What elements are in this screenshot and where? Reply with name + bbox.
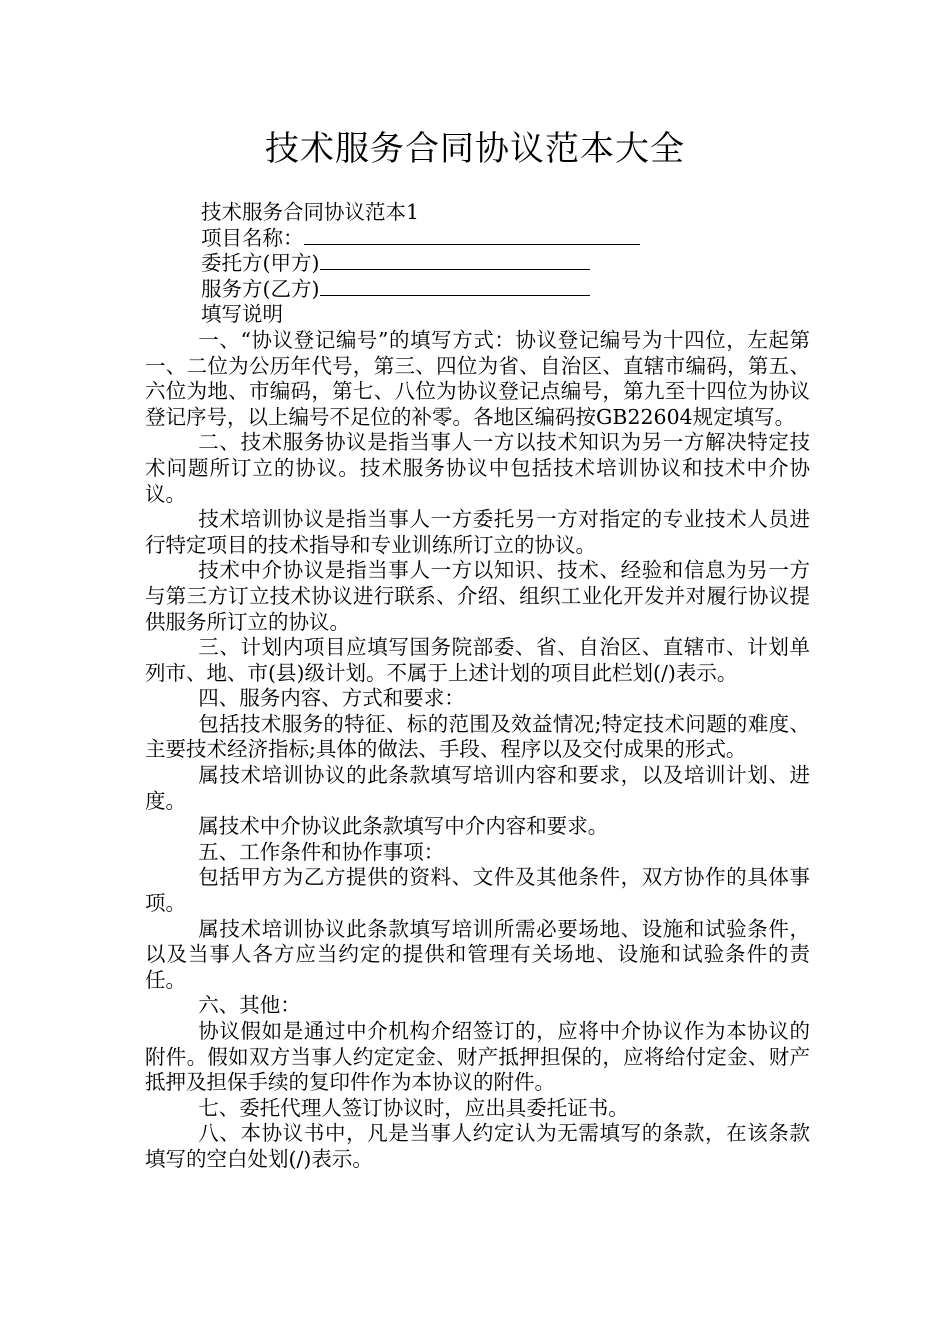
- paragraph-service-definition: 二、技术服务协议是指当事人一方以技术知识为另一方解决特定技术问题所订立的协议。技术服务协议中包括技术培训协议和技术中介协议。: [145, 430, 810, 506]
- paragraph-planned-projects: 三、计划内项目应填写国务院部委、省、自治区、直辖市、计划单列市、地、市(县)级计划。不属于上述计划的项目此栏划(/)表示。: [145, 635, 810, 685]
- paragraph-intermediary-content: 属技术中介协议此条款填写中介内容和要求。: [198, 814, 609, 839]
- contract-subtitle: 技术服务合同协议范本1: [201, 200, 420, 224]
- paragraph-section-eight: 八、本协议书中，凡是当事人约定认为无需填写的条款，在该条款填写的空白处划(/)表示。: [145, 1121, 810, 1171]
- paragraph-section-six: 六、其他：: [198, 993, 301, 1018]
- paragraph-registration-number: 一、“协议登记编号”的填写方式：协议登记编号为十四位，左起第一、二位为公历年代号，第三、四位为省、自治区、直辖市编码，第五、六位为地、市编码，第七、八位为协议登记点编号，第九至十四位为协议登记序号，以上编号不足位的补零。各地区编码按GB22604规定填写。: [145, 327, 810, 429]
- document-body: [145, 200, 810, 1173]
- instructions-heading: 填写说明: [201, 302, 283, 327]
- provider-line: [145, 277, 810, 303]
- paragraph-training-content: 属技术培训协议的此条款填写培训内容和要求，以及培训计划、进度。: [145, 763, 810, 813]
- paragraph-attachments: 协议假如是通过中介机构介绍签订的，应将中介协议作为本协议的附件。假如双方当事人约定定金、财产抵押担保的，应将给付定金、财产抵押及担保手续的复印件作为本协议的附件。: [145, 1019, 810, 1095]
- paragraph-section-seven: 七、委托代理人签订协议时，应出具委托证书。: [198, 1095, 629, 1120]
- project-name-line: [145, 226, 810, 252]
- client-label: 委托方(甲方): [201, 251, 320, 276]
- paragraph-training-definition: 技术培训协议是指当事人一方委托另一方对指定的专业技术人员进行特定项目的技术指导和专业训练所订立的协议。: [145, 507, 810, 557]
- project-name-blank: [304, 226, 640, 245]
- paragraph-service-content: 包括技术服务的特征、标的范围及效益情况;特定技术问题的难度、主要技术经济指标;具体的做法、手段、程序以及交付成果的形式。: [145, 711, 810, 762]
- client-line: [145, 251, 810, 277]
- project-name-label: 项目名称：: [201, 225, 304, 250]
- paragraph-work-conditions: 包括甲方为乙方提供的资料、文件及其他条件，双方协作的具体事项。: [145, 865, 810, 916]
- paragraph-section-five: 五、工作条件和协作事项：: [198, 839, 445, 864]
- provider-blank: [320, 277, 590, 296]
- paragraph-training-conditions: 属技术培训协议此条款填写培训所需必要场地、设施和试验条件，以及当事人各方应当约定的提供和管理有关场地、设施和试验条件的责任。: [145, 916, 810, 992]
- provider-label: 服务方(乙方): [201, 276, 320, 301]
- client-blank: [320, 251, 590, 270]
- paragraph-section-four: 四、服务内容、方式和要求：: [198, 686, 465, 711]
- document-title: 技术服务合同协议范本大全: [265, 129, 685, 169]
- paragraph-intermediary-definition: 技术中介协议是指当事人一方以知识、技术、经验和信息为另一方与第三方订立技术协议进行联系、介绍、组织工业化开发并对履行协议提供服务所订立的协议。: [145, 558, 810, 634]
